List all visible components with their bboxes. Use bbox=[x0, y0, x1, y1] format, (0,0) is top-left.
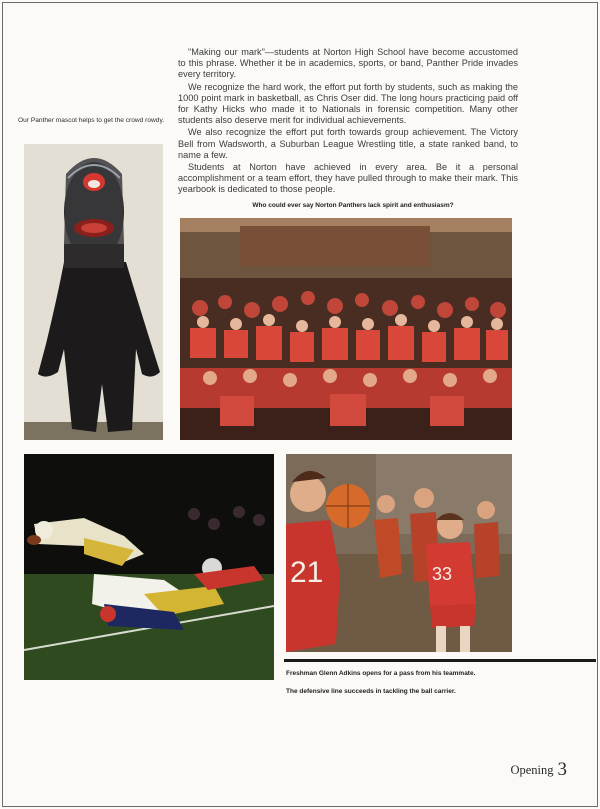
crowd-caption: Who could ever say Norton Panthers lack spirit and enthusiasm? bbox=[252, 202, 454, 209]
basketball-caption: Freshman Glenn Adkins opens for a pass from his teammate. bbox=[286, 670, 476, 677]
intro-paragraph-1: "Making our mark"—students at Norton High School have become accustomed to this phrase. Whether it be in academics, sports, or band, Panther Pride invades every territory. bbox=[178, 47, 518, 80]
football-photo bbox=[24, 454, 274, 680]
svg-text:33: 33 bbox=[432, 564, 453, 584]
intro-text bbox=[178, 47, 518, 197]
page-folio bbox=[510, 759, 567, 781]
mascot-caption: Our Panther mascot helps to get the crowd rowdy. bbox=[18, 117, 165, 124]
mascot-photo bbox=[24, 144, 163, 440]
caption-rule bbox=[284, 659, 596, 662]
intro-paragraph-3: We also recognize the effort put forth towards group achievement. The Victory Bell from Wadsworth, a Suburban League Wrestling title, a state ranked band, to name a few. bbox=[178, 127, 518, 160]
football-caption: The defensive line succeeds in tackling the ball carrier. bbox=[286, 688, 456, 695]
page-number: 3 bbox=[557, 759, 567, 780]
basketball-photo bbox=[286, 454, 512, 652]
section-label: Opening bbox=[510, 763, 554, 777]
intro-paragraph-2: We recognize the hard work, the effort put forth by students, such as making the 1000 point mark in basketball, as Chris Oser did. The long hours practicing paid off for Kathy Hicks who made it to Nationals in forensic competition. Many other students also deserve merit for individual achievements. bbox=[178, 81, 518, 126]
svg-text:21: 21 bbox=[290, 556, 324, 589]
crowd-photo bbox=[180, 218, 512, 440]
intro-paragraph-4: Students at Norton have achieved in every area. Be it a personal accomplishment or a team effort, they have pulled through to make their mark. This yearbook is dedicated to those people. bbox=[178, 162, 518, 195]
